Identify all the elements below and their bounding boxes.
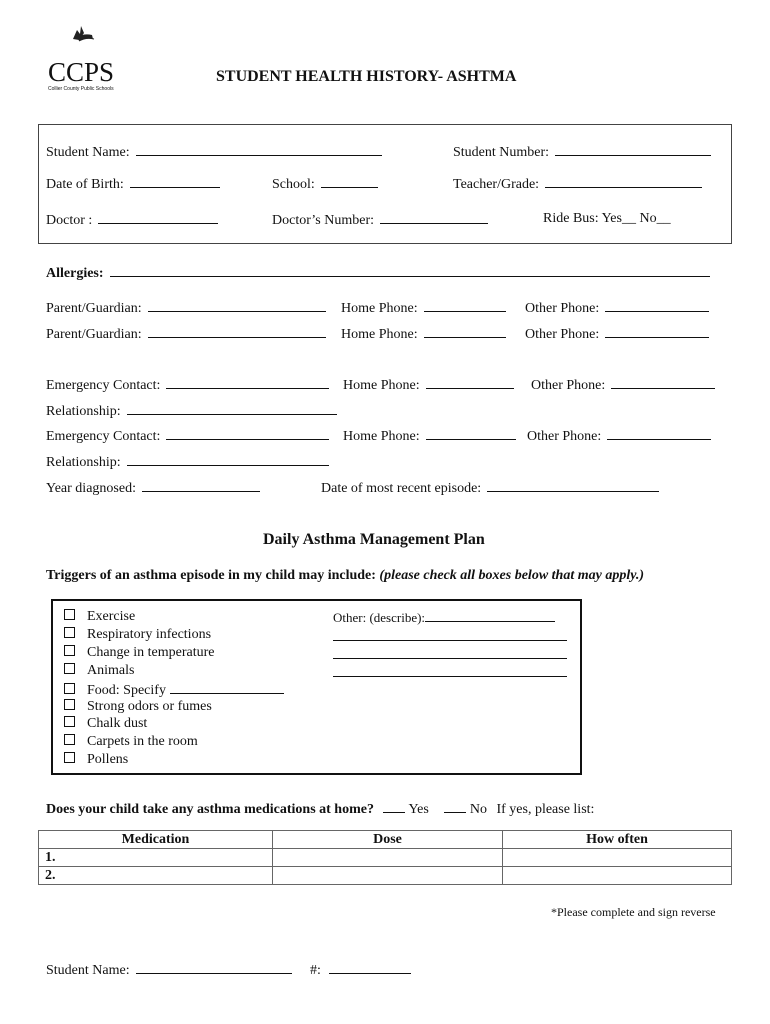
dose-cell[interactable] — [273, 867, 503, 885]
trigger-label: Carpets in the room — [87, 734, 198, 750]
dose-cell[interactable] — [273, 849, 503, 867]
meds-no-blank[interactable] — [444, 800, 466, 813]
row-number: 2. — [39, 867, 273, 885]
parent-1-other-phone[interactable]: Other Phone: — [525, 299, 709, 317]
trigger-item[interactable] — [64, 716, 147, 732]
parent-guardian-2[interactable]: Parent/Guardian: — [46, 325, 326, 343]
year-diagnosed-field[interactable]: Year diagnosed: — [46, 479, 260, 497]
describe-line[interactable] — [333, 675, 567, 677]
checkbox[interactable] — [64, 734, 75, 745]
triggers-heading: Triggers of an asthma episode in my child may include: (please check all boxes below that may apply.) — [46, 568, 645, 583]
emergency-1-home-phone[interactable]: Home Phone: — [343, 376, 514, 394]
footer-number[interactable]: #: — [310, 961, 411, 979]
checkbox[interactable] — [64, 645, 75, 656]
medication-table — [38, 830, 732, 885]
frequency-cell[interactable] — [503, 849, 732, 867]
reverse-note: *Please complete and sign reverse — [551, 905, 716, 919]
trigger-item[interactable] — [64, 681, 284, 699]
emergency-contact-2[interactable]: Emergency Contact: — [46, 427, 329, 445]
footer-student-name[interactable]: Student Name: — [46, 961, 292, 979]
describe-line[interactable] — [333, 639, 567, 641]
checkbox[interactable] — [64, 752, 75, 763]
emergency-1-relationship[interactable]: Relationship: — [46, 402, 337, 420]
parent-2-home-phone[interactable]: Home Phone: — [341, 325, 506, 343]
food-specify-blank[interactable] — [170, 681, 284, 694]
plan-title: Daily Asthma Management Plan — [263, 531, 485, 548]
logo-subtitle: Collier County Public Schools — [48, 86, 114, 92]
school-field[interactable]: School: — [272, 175, 378, 193]
emergency-2-relationship[interactable]: Relationship: — [46, 453, 329, 471]
trigger-label: Chalk dust — [87, 716, 148, 732]
checkbox[interactable] — [64, 716, 75, 727]
logo-text: CCPS — [48, 57, 115, 87]
trigger-item[interactable] — [64, 734, 198, 750]
emergency-2-other-phone[interactable]: Other Phone: — [527, 427, 711, 445]
page-title: STUDENT HEALTH HISTORY- ASHTMA — [216, 68, 517, 85]
checkbox[interactable] — [64, 627, 75, 638]
trigger-label: Pollens — [87, 752, 129, 768]
checkbox[interactable] — [64, 609, 75, 620]
date-of-birth-field[interactable]: Date of Birth: — [46, 175, 220, 193]
trigger-item[interactable] — [64, 627, 211, 643]
row-number: 1. — [39, 849, 273, 867]
meds-yes-blank[interactable] — [383, 800, 405, 813]
table-row[interactable] — [39, 849, 732, 867]
ccps-book-icon — [44, 22, 124, 62]
trigger-item[interactable] — [64, 609, 135, 625]
student-number-field[interactable]: Student Number: — [453, 143, 711, 161]
checkbox[interactable] — [64, 663, 75, 674]
recent-episode-field[interactable]: Date of most recent episode: — [321, 479, 659, 497]
describe-line[interactable] — [333, 657, 567, 659]
trigger-item[interactable] — [64, 699, 212, 715]
ride-bus-field[interactable]: Ride Bus: Yes__ No__ — [543, 211, 671, 226]
trigger-label: Respiratory infections — [87, 626, 212, 642]
doctors-number-field[interactable]: Doctor’s Number: — [272, 211, 488, 229]
emergency-contact-1[interactable]: Emergency Contact: — [46, 376, 329, 394]
trigger-label: Animals — [87, 662, 135, 678]
frequency-cell[interactable] — [503, 867, 732, 885]
col-dose: Dose — [273, 831, 503, 849]
checkbox[interactable] — [64, 699, 75, 710]
col-how-often: How often — [503, 831, 732, 849]
parent-guardian-1[interactable]: Parent/Guardian: — [46, 299, 326, 317]
trigger-item[interactable] — [64, 663, 134, 679]
other-describe-field[interactable]: Other: (describe): — [333, 609, 555, 626]
table-row[interactable] — [39, 867, 732, 885]
trigger-item[interactable] — [64, 645, 215, 661]
teacher-grade-field[interactable]: Teacher/Grade: — [453, 175, 702, 193]
student-name-field[interactable]: Student Name: — [46, 143, 382, 161]
trigger-label: Exercise — [87, 609, 136, 624]
trigger-label: Strong odors or fumes — [87, 698, 212, 714]
trigger-label: Change in temperature — [87, 644, 215, 660]
allergies-field[interactable]: Allergies: — [46, 264, 710, 282]
col-medication: Medication — [39, 831, 273, 849]
parent-1-home-phone[interactable]: Home Phone: — [341, 299, 506, 317]
checkbox[interactable] — [64, 683, 75, 694]
trigger-label: Food: Specify — [87, 682, 166, 698]
emergency-1-other-phone[interactable]: Other Phone: — [531, 376, 715, 394]
emergency-2-home-phone[interactable]: Home Phone: — [343, 427, 516, 445]
doctor-field[interactable]: Doctor : — [46, 211, 218, 229]
medications-question: Does your child take any asthma medications at home? Yes No If yes, please list: — [46, 802, 595, 817]
parent-2-other-phone[interactable]: Other Phone: — [525, 325, 709, 343]
trigger-item[interactable] — [64, 752, 128, 768]
